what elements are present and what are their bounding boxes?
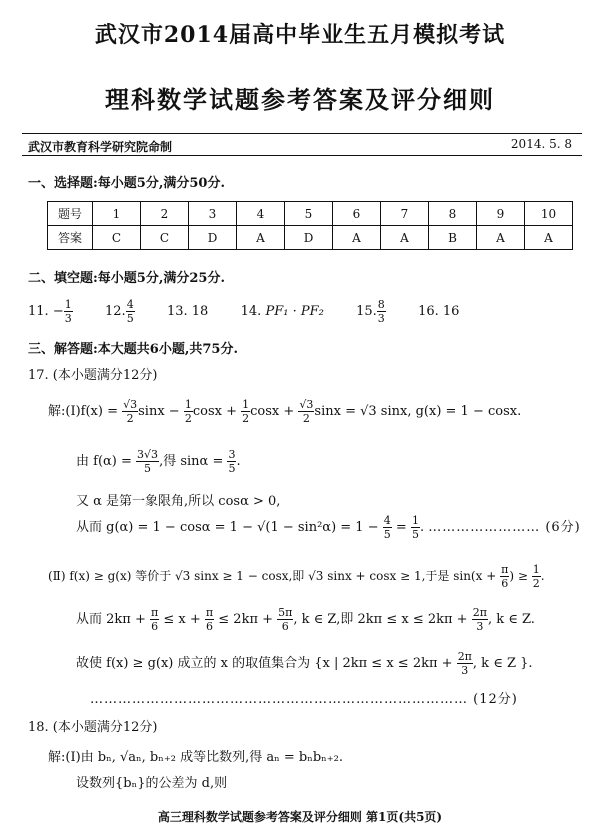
q17-line5: (Ⅱ) f(x) ≥ g(x) 等价于 √3 sinx ≥ 1 − cosx,即 √3 sinx + cosx ≥ 1,于是 sin(x + $\frac{\pi}{6}$ ) ≥ $\frac{1}{2}$ . bbox=[48, 563, 545, 590]
question-number: 1 bbox=[93, 202, 141, 226]
header-rule-top bbox=[22, 133, 582, 134]
question-number: 3 bbox=[189, 202, 237, 226]
question-number: 4 bbox=[237, 202, 285, 226]
answer-cell: D bbox=[285, 226, 333, 250]
fill-answers-line bbox=[28, 298, 459, 325]
q14-label: 14. bbox=[240, 304, 262, 319]
section3-heading: 三、解答题:本大题共6小题,共75分. bbox=[28, 342, 238, 357]
q13-answer: 13. 18 bbox=[166, 304, 209, 319]
answer-cell: B bbox=[429, 226, 477, 250]
q11-fraction: $\frac{1}{3}$ bbox=[64, 298, 72, 325]
row-label-answer: 答案 bbox=[48, 226, 93, 250]
q15-label: 15. bbox=[356, 304, 377, 319]
question-number: 6 bbox=[333, 202, 381, 226]
q17-line1: 解:(Ⅰ)f(x) = $\frac{√3}{2}$ sinx − $\frac{1}{2}$ cosx + $\frac{1}{2}$ cosx + $\frac{√3}{2}$ sinx = √3 sinx, g(x) = 1 − cosx. bbox=[48, 398, 522, 425]
q17-line7: 故使 f(x) ≥ g(x) 成立的 x 的取值集合为 {x | 2kπ ≤ x ≤ 2kπ + $\frac{2\pi}{3}$ , k ∈ Z }. bbox=[76, 650, 533, 677]
section2-heading: 二、填空题:每小题5分,满分25分. bbox=[28, 271, 225, 286]
q17-score-12: ……………………………………………………………………… (12分) bbox=[90, 692, 518, 707]
question-number: 9 bbox=[477, 202, 525, 226]
answer-cell: A bbox=[333, 226, 381, 250]
q17-line6: 从而 2kπ + $\frac{\pi}{6}$ ≤ x + $\frac{\pi}{6}$ ≤ 2kπ + $\frac{5\pi}{6}$ , k ∈ Z,即 2kπ ≤ x ≤ 2kπ + $\frac{2\pi}{3}$ , k ∈ Z. bbox=[76, 606, 535, 633]
q17-line3: 又 α 是第一象限角,所以 cosα > 0, bbox=[76, 494, 281, 509]
q16-answer: 16. 16 bbox=[418, 304, 460, 319]
answer-cell: C bbox=[93, 226, 141, 250]
q12-label: 12. bbox=[105, 304, 126, 319]
row-label-question: 题号 bbox=[48, 202, 93, 226]
q17-title: 17. (本小题满分12分) bbox=[28, 368, 158, 383]
answer-cell: A bbox=[237, 226, 285, 250]
publish-date: 2014. 5. 8 bbox=[510, 137, 572, 151]
publisher: 武汉市教育科学研究院命制 bbox=[28, 140, 173, 154]
answer-cell: A bbox=[477, 226, 525, 250]
q18-title: 18. (本小题满分12分) bbox=[28, 720, 158, 735]
page-footer: 高三理科数学试题参考答案及评分细则 第1页(共5页) bbox=[157, 810, 443, 824]
q15-fraction: $\frac{8}{3}$ bbox=[377, 298, 385, 325]
q11-label: 11. bbox=[28, 304, 49, 319]
question-number: 10 bbox=[525, 202, 573, 226]
question-number: 7 bbox=[381, 202, 429, 226]
answer-table bbox=[47, 201, 573, 250]
question-number: 8 bbox=[429, 202, 477, 226]
q17-line2: 由 f(α) = $\frac{3√3}{5}$ ,得 sinα = $\frac{3}{5}$ . bbox=[76, 448, 241, 475]
question-number-row bbox=[48, 202, 573, 226]
q11-sign: − bbox=[52, 304, 64, 319]
document-title: 武汉市2014届高中毕业生五月模拟考试 bbox=[94, 22, 506, 48]
question-number: 5 bbox=[285, 202, 333, 226]
question-number: 2 bbox=[141, 202, 189, 226]
section1-heading: 一、选择题:每小题5分,满分50分. bbox=[28, 176, 225, 191]
answer-cell: A bbox=[525, 226, 573, 250]
answer-cell: D bbox=[189, 226, 237, 250]
q17-line4: 从而 g(α) = 1 − cosα = 1 − √(1 − sin²α) = 1 − $\frac{4}{5}$ = $\frac{1}{5}$ . …………………… (6分) bbox=[76, 514, 581, 541]
document-subtitle: 理科数学试题参考答案及评分细则 bbox=[105, 85, 495, 114]
answer-cell: C bbox=[141, 226, 189, 250]
header-rule-bottom bbox=[22, 155, 582, 156]
answer-cell: A bbox=[381, 226, 429, 250]
answer-row bbox=[48, 226, 573, 250]
q18-line2: 设数列{bₙ}的公差为 d,则 bbox=[76, 776, 228, 791]
q12-fraction: $\frac{4}{5}$ bbox=[126, 298, 134, 325]
q17-score-6: …………………… (6分) bbox=[428, 520, 581, 535]
q18-line1: 解:(Ⅰ)由 bₙ, √aₙ, bₙ₊₂ 成等比数列,得 aₙ = bₙbₙ₊₂. bbox=[48, 750, 343, 765]
q14-answer: PF₁ · PF₂ bbox=[265, 304, 324, 319]
